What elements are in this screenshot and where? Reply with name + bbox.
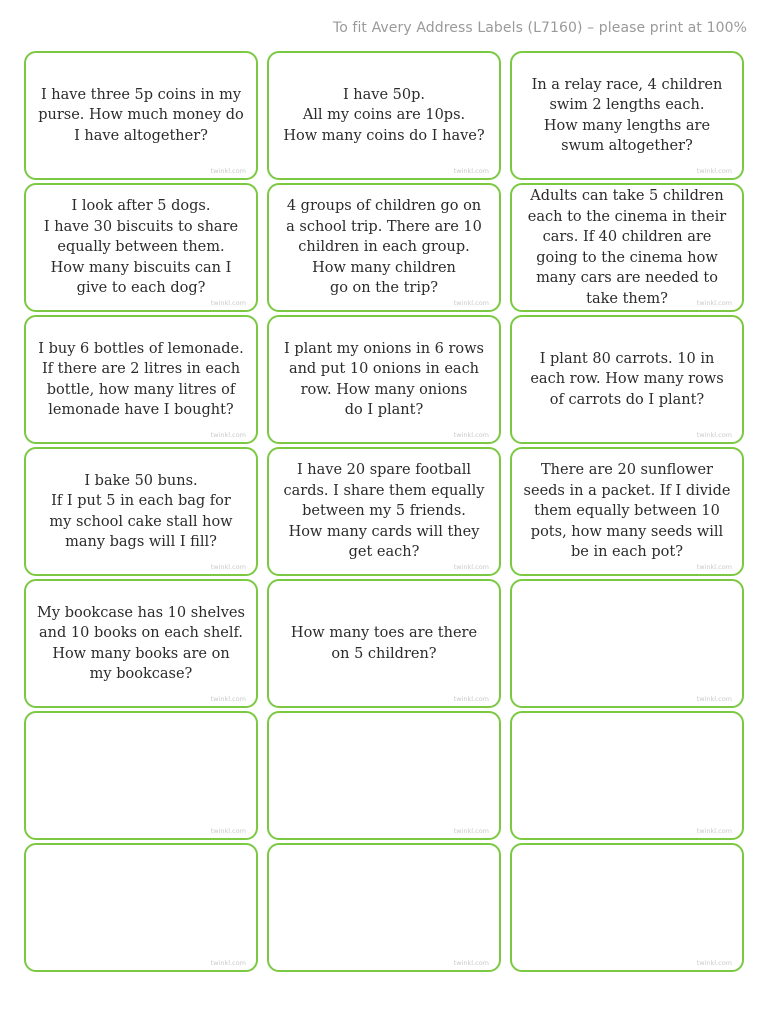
question-card (267, 51, 501, 180)
watermark: twinkl.com (696, 167, 732, 175)
print-instructions: To fit Avery Address Labels (L7160) – please print at 100% (332, 20, 747, 36)
blank-card (510, 711, 744, 840)
blank-card (267, 711, 501, 840)
question-text: I plant my onions in 6 rows and put 10 onions in each row. How many onions do I plant? (284, 340, 484, 418)
question-card (24, 51, 258, 180)
question-card (267, 183, 501, 312)
watermark: twinkl.com (453, 827, 489, 835)
watermark: twinkl.com (696, 827, 732, 835)
watermark: twinkl.com (453, 299, 489, 307)
question-text: I plant 80 carrots. 10 in each row. How many rows of carrots do I plant? (530, 350, 724, 408)
watermark: twinkl.com (210, 167, 246, 175)
watermark: twinkl.com (453, 167, 489, 175)
blank-card (510, 579, 744, 708)
question-text: I have 20 spare football cards. I share them equally between my 5 friends. How many cards will they get each? (283, 462, 485, 561)
question-card (510, 51, 744, 180)
watermark: twinkl.com (696, 299, 732, 307)
watermark: twinkl.com (210, 431, 246, 439)
question-text: I bake 50 buns. If I put 5 in each bag for my school cake stall how many bags will I fill? (49, 472, 233, 550)
question-card (267, 579, 501, 708)
watermark: twinkl.com (453, 563, 489, 571)
watermark: twinkl.com (210, 563, 246, 571)
question-text: I have three 5p coins in my purse. How much money do I have altogether? (38, 86, 244, 144)
question-card (24, 183, 258, 312)
watermark: twinkl.com (210, 827, 246, 835)
watermark: twinkl.com (696, 431, 732, 439)
question-card (24, 315, 258, 444)
watermark: twinkl.com (696, 695, 732, 703)
question-text: In a relay race, 4 children swim 2 lengths each. How many lengths are swum altogether? (531, 76, 723, 154)
label-sheet (24, 51, 744, 972)
watermark: twinkl.com (696, 959, 732, 967)
question-card (510, 183, 744, 312)
question-text: There are 20 sunflower seeds in a packet. If I divide them equally between 10 pots, how many seeds will be in each pot? (523, 462, 731, 561)
question-text: I look after 5 dogs. I have 30 biscuits to share equally between them. How many biscuits can I give to each dog? (43, 198, 239, 297)
watermark: twinkl.com (210, 959, 246, 967)
question-card (510, 447, 744, 576)
question-card (267, 447, 501, 576)
watermark: twinkl.com (453, 959, 489, 967)
question-card (24, 447, 258, 576)
blank-card (24, 843, 258, 972)
question-text: I buy 6 bottles of lemonade. If there are 2 litres in each bottle, how many litres of lemonade have I bought? (38, 340, 244, 418)
watermark: twinkl.com (453, 431, 489, 439)
watermark: twinkl.com (210, 695, 246, 703)
question-text: My bookcase has 10 shelves and 10 books on each shelf. How many books are on my bookcase? (37, 604, 245, 682)
watermark: twinkl.com (210, 299, 246, 307)
watermark: twinkl.com (696, 563, 732, 571)
question-text: 4 groups of children go on a school trip. There are 10 children in each group. How many children go on the trip? (286, 198, 482, 297)
question-text: Adults can take 5 children each to the cinema in their cars. If 40 children are going to the cinema how many cars are needed to take them? (527, 188, 727, 307)
question-card (24, 579, 258, 708)
question-text: How many toes are there on 5 children? (290, 625, 478, 662)
watermark: twinkl.com (453, 695, 489, 703)
question-card (510, 315, 744, 444)
blank-card (24, 711, 258, 840)
question-text: I have 50p. All my coins are 10ps. How many coins do I have? (283, 86, 485, 144)
question-card (267, 315, 501, 444)
blank-card (510, 843, 744, 972)
blank-card (267, 843, 501, 972)
